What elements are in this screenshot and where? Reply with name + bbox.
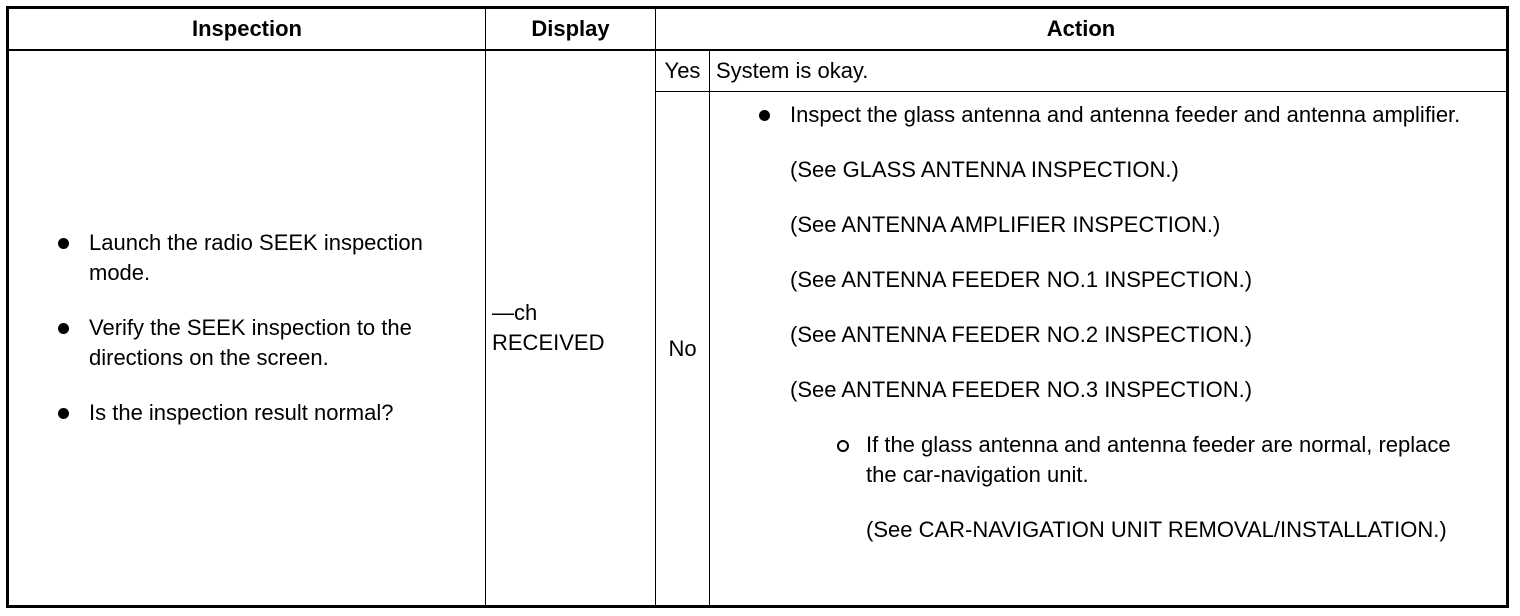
no-sub-item-text: If the glass antenna and antenna feeder are normal, replace the car-navigation unit. — [866, 432, 1451, 487]
display-line-2: RECEIVED — [492, 329, 605, 355]
no-main-item-text: Inspect the glass antenna and antenna feeder and antenna amplifier. — [790, 102, 1461, 127]
display-line-1: —ch — [492, 299, 538, 325]
inspection-item — [55, 398, 465, 428]
bullet-dot-icon — [58, 238, 69, 249]
inspection-item — [55, 313, 465, 373]
yes-label: Yes — [656, 50, 710, 92]
bullet-ring-icon — [837, 440, 849, 452]
inspection-cell — [8, 50, 486, 607]
no-sub-item — [756, 430, 1466, 490]
inspection-table — [6, 6, 1509, 608]
inspection-item-text: Is the inspection result normal? — [89, 399, 394, 425]
see-reference: (See ANTENNA AMPLIFIER INSPECTION.) — [790, 212, 1221, 237]
see-reference: (See GLASS ANTENNA INSPECTION.) — [790, 157, 1179, 182]
header-display: Display — [486, 8, 656, 50]
see-reference: (See ANTENNA FEEDER NO.3 INSPECTION.) — [790, 377, 1253, 402]
bullet-dot-icon — [759, 110, 770, 121]
header-row — [8, 8, 1508, 50]
yes-action: System is okay. — [710, 50, 1508, 92]
no-action — [710, 92, 1506, 545]
inspection-item-text: Launch the radio SEEK inspection mode. — [89, 229, 423, 285]
sub-see-reference: (See CAR-NAVIGATION UNIT REMOVAL/INSTALLATION.) — [866, 517, 1447, 542]
see-reference: (See ANTENNA FEEDER NO.2 INSPECTION.) — [790, 322, 1253, 347]
no-main-item — [756, 100, 1466, 130]
header-inspection: Inspection — [8, 8, 486, 50]
display-cell — [486, 50, 656, 607]
no-action-cell — [710, 92, 1508, 607]
inspection-item-text: Verify the SEEK inspection to the directions on the screen. — [89, 314, 412, 370]
see-reference: (See ANTENNA FEEDER NO.1 INSPECTION.) — [790, 267, 1253, 292]
yes-row — [8, 50, 1508, 92]
bullet-dot-icon — [58, 408, 69, 419]
header-action: Action — [656, 8, 1508, 50]
inspection-list — [55, 228, 465, 428]
no-label: No — [656, 92, 710, 607]
bullet-dot-icon — [58, 323, 69, 334]
inspection-item — [55, 228, 465, 288]
